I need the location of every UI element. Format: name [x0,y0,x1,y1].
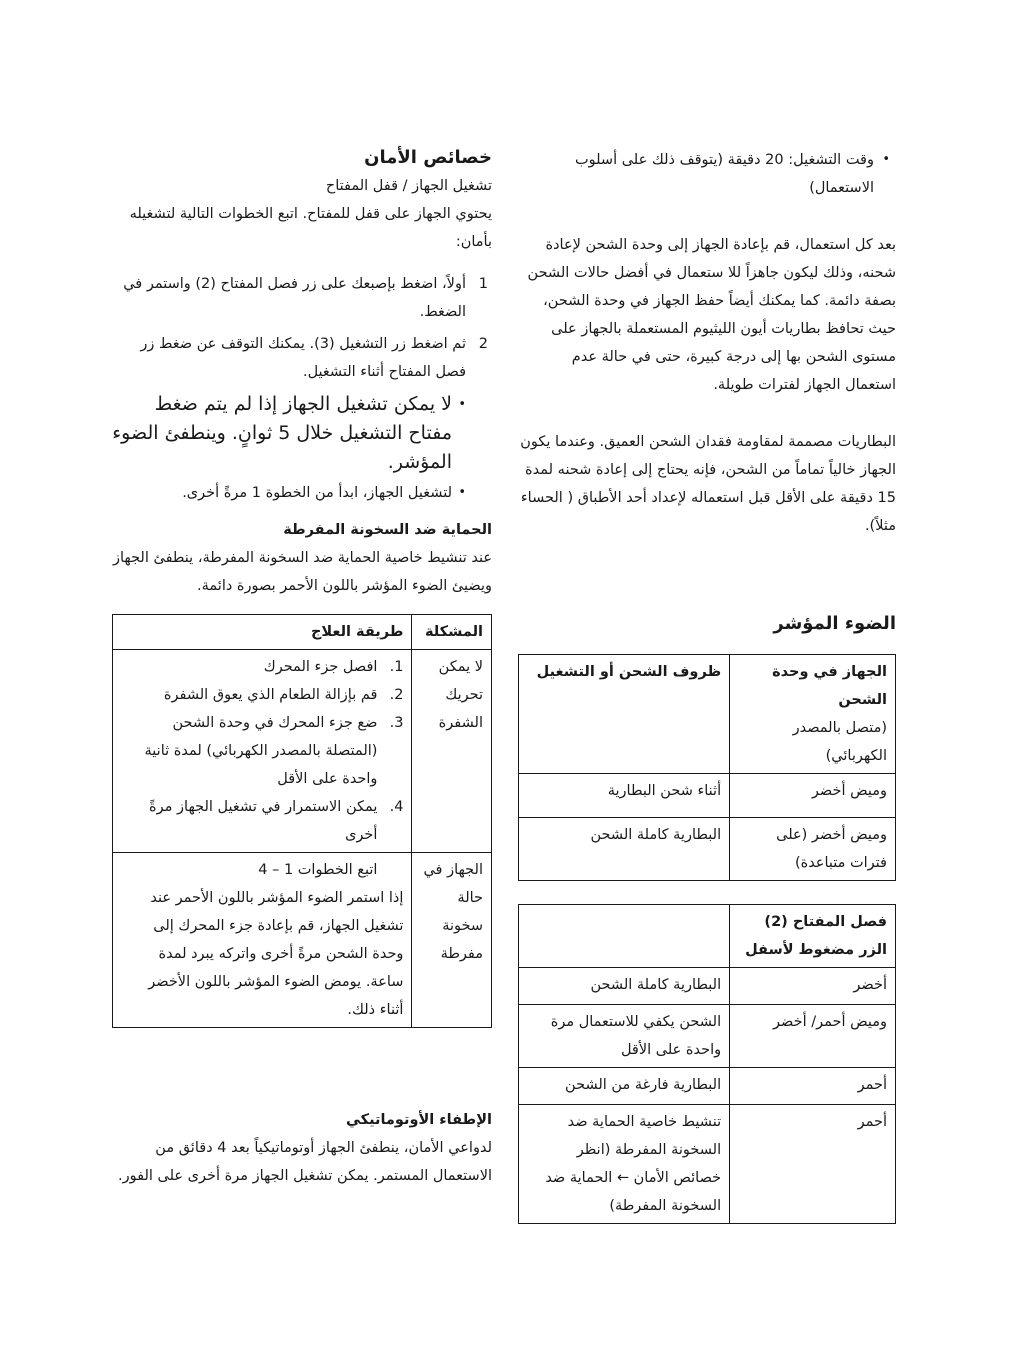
table-row: الجهاز في حالة سخونة مفرطة اتبع الخطوات 1 – 4 إذا استمر الضوء المؤشر باللون الأحمر عند تشغيل الجهاز، قم بإعادة جزء المحرك إلى وحدة الشحن مرةً أخرى واتركه يبرد لمدة ساعة. يومض الضوء المؤشر باللون الأخضر أثناء ذلك. [113,853,492,1028]
table-row: وميض أخضر (على فترات متباعدة) البطارية كاملة الشحن [519,818,896,881]
table3-header-remedy: طريقة العلاج [113,615,412,650]
bullet-dot-icon: • [458,485,466,500]
safety-features-heading: خصائص الأمان [364,147,492,168]
charging-status-table [518,654,896,881]
table2-header-empty [519,905,730,968]
table-row: أحمر البطارية فارغة من الشحن [519,1068,896,1105]
step-item: 2 ثم اضغط زر التشغيل (3). يمكنك التوقف عن ضغط زر فصل المفتاح أثناء التشغيل. [140,336,488,380]
table-row: وميض أخضر أثناء شحن البطارية [519,774,896,818]
operating-time-text: وقت التشغيل: 20 دقيقة (يتوقف ذلك على أسلوب الاستعمال) [574,152,874,196]
table-row: لا يمكن تحريك الشفرة 1. افصل جزء المحرك 2. قم بإزالة الطعام الذي يعوق الشفرة 3. ضع جزء المحرك في وحدة الشحن (المتصلة بالمصدر الكهربائي) لمدة ثانية واحدة على الأقل 4. يمكن الاستمرار في تشغيل الجهاز مرةً أخرى [113,650,492,853]
table-row: أحمر تنشيط خاصية الحماية ضد السخونة المفرطة (انظر خصائص الأمان ← الحماية ضد السخونة المفرطة) [519,1105,896,1224]
battery-paragraph: البطاريات مصممة لمقاومة فقدان الشحن العميق. وعندما يكون الجهاز خالياً تماماً من الشحن، فإنه يحتاج إلى إعادة شحنه لمدة 15 دقيقة على الأقل قبل استعماله لإعداد أحد الأطباق ( الحساء مثلاً). [520,434,896,534]
overheat-paragraph: عند تنشيط خاصية الحماية ضد السخونة المفرطة، ينطفئ الجهاز ويضيئ الضوء المؤشر باللون الأحمر بصورة دائمة. [112,550,492,594]
table3-header-problem: المشكلة [412,615,492,650]
operating-time-bullet [518,146,896,202]
timeout-warning-bullet: • لا يمكن تشغيل الجهاز إذا لم يتم ضغط مفتاح التشغيل خلال 5 ثوانٍ. وينطفئ الضوء المؤشر. [112,390,492,477]
list-item: 1. افصل جزء المحرك [263,659,404,675]
step-item: 1 أولاً، اضغط بإصبعك على زر فصل المفتاح (2) واستمر في الضغط. [123,276,488,320]
indicator-light-heading: الضوء المؤشر [773,613,896,634]
restart-bullet: • لتشغيل الجهاز، ابدأ من الخطوة 1 مرةً أخرى. [112,479,492,507]
list-item: 3. ضع جزء المحرك في وحدة الشحن (المتصلة بالمصدر الكهربائي) لمدة ثانية واحدة على الأقل [144,715,404,787]
overheat-subheading: الحماية ضد السخونة المفرطة [283,522,492,538]
overheat-remedy-cell: اتبع الخطوات 1 – 4 إذا استمر الضوء المؤشر باللون الأحمر عند تشغيل الجهاز، قم بإعادة جزء المحرك إلى وحدة الشحن مرةً أخرى واتركه يبرد لمدة ساعة. يومض الضوء المؤشر باللون الأخضر أثناء ذلك. [113,853,412,1028]
table-row: أخضر البطارية كاملة الشحن [519,968,896,1005]
list-item: 2. قم بإزالة الطعام الذي يعوق الشفرة [163,687,404,703]
table1-header-conditions: ظروف الشحن أو التشغيل [519,655,730,774]
troubleshooting-table [112,614,492,1028]
charging-paragraph: بعد كل استعمال، قم بإعادة الجهاز إلى وحدة الشحن لإعادة شحنه، وذلك ليكون جاهزاً للا ستعمال في أفضل حالات الشحن بصفة دائمة. كما يمكنك أيضاً حفظ الجهاز في وحدة الشحن، حيث تحافظ بطاريات أيون الليثيوم المستعملة بالجهاز على مستوى الشحن بها إلى درجة كبيرة، حتى في حالة عدم استعمال الجهاز لفترات طويلة. [527,237,896,393]
table2-header-switch: فصل المفتاح (2) الزر مضغوط لأسفل [730,905,896,968]
switch-lock-intro: يحتوي الجهاز على قفل للمفتاح. اتبع الخطوات التالية لتشغيله بأمان: [129,206,492,250]
switch-lock-subheading: تشغيل الجهاز / قفل المفتاح [325,178,492,194]
table1-header-device: الجهاز في وحدة الشحن (متصل بالمصدر الكهربائي) [730,655,896,774]
bullet-dot-icon: • [882,152,890,167]
switch-status-table [518,904,896,1224]
table-row: وميض أحمر/ أخضر الشحن يكفي للاستعمال مرة واحدة على الأقل [519,1005,896,1068]
auto-off-subheading: الإطفاء الأوتوماتيكي [346,1112,492,1128]
bullet-dot-icon: • [458,397,466,412]
blade-remedy-cell [113,650,412,853]
list-item: 4. يمكن الاستمرار في تشغيل الجهاز مرةً أخرى [149,799,404,843]
auto-off-paragraph: لدواعي الأمان، ينطفئ الجهاز أوتوماتيكياً بعد 4 دقائق من الاستعمال المستمر. يمكن تشغيل الجهاز مرة أخرى على الفور. [118,1140,492,1184]
